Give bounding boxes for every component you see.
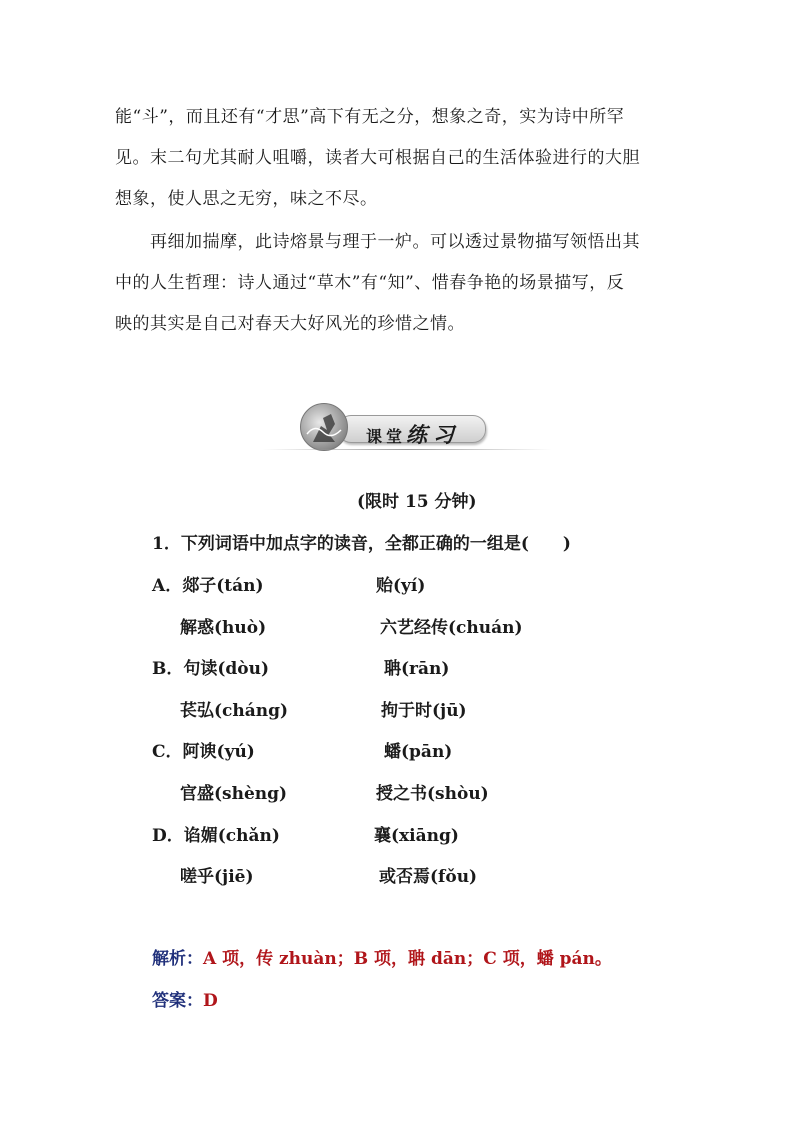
passage-line: 能“斗”，而且还有“才思”高下有无之分，想象之奇，实为诗中所罕 (115, 107, 625, 127)
passage-paragraph-2 (115, 222, 685, 345)
option-b-row1-col2: 聃(rān) (384, 659, 450, 679)
option-c-row1-col2: 蟠(pān) (384, 742, 453, 762)
option-a-row2-col1: 解惑(huò) (180, 618, 267, 638)
question-title: 1．下列词语中加点字的读音，全都正确的一组是( ) (152, 534, 571, 554)
answer-line (152, 986, 218, 1011)
option-letter: A． (152, 576, 183, 596)
option-letter: C． (152, 742, 183, 762)
passage-line: 映的其实是自己对春天大好风光的珍惜之情。 (115, 314, 465, 334)
banner-big-text: 练习 (406, 422, 461, 447)
option-c-row2-col1: 官盛(shèng) (180, 784, 288, 804)
option-c-row2-col2: 授之书(shòu) (376, 784, 489, 804)
option-a-row1-col2: 贻(yí) (376, 576, 426, 596)
analysis-text: A 项，传 zhuàn；B 项，聃 dān；C 项，蟠 pán。 (203, 949, 612, 969)
passage-paragraph-1 (115, 97, 685, 220)
option-d-row1-col2: 襄(xiāng) (374, 826, 459, 846)
time-limit: (限时 15 分钟) (357, 492, 477, 512)
answer-text: D (203, 991, 218, 1011)
option-d-row2-col1: 嗟乎(jiē) (180, 867, 254, 887)
option-b-row2-col1: 苌弘(cháng) (180, 701, 289, 721)
banner-label (366, 419, 460, 449)
option-word: 句读(dòu) (183, 659, 270, 679)
option-word: 郯子(tán) (182, 576, 264, 596)
option-letter: D． (152, 826, 184, 846)
option-c-row1-col1 (152, 737, 255, 762)
option-letter: B． (152, 659, 184, 679)
answer-label: 答案： (152, 991, 203, 1011)
option-d-row2-col2: 或否焉(fǒu) (379, 867, 478, 887)
banner-divider (262, 449, 552, 450)
option-word: 阿谀(yú) (182, 742, 255, 762)
section-banner (300, 403, 490, 451)
passage-line: 想象，使人思之无穷，味之不尽。 (115, 189, 378, 209)
passage-line: 再细加揣摩，此诗熔景与理于一炉。可以透过景物描写领悟出其 (115, 232, 640, 252)
option-a-row1-col1 (152, 571, 264, 596)
option-b-row2-col2: 拘于时(jū) (381, 701, 467, 721)
option-word: 谄媚(chǎn) (183, 826, 280, 846)
analysis-label: 解析： (152, 949, 203, 969)
banner-small-text: 课堂 (366, 427, 407, 446)
climber-emblem-icon (300, 403, 348, 451)
option-d-row1-col1 (152, 821, 280, 846)
option-a-row2-col2: 六艺经传(chuán) (380, 618, 523, 638)
passage-line: 见。末二句尤其耐人咀嚼，读者大可根据自己的生活体验进行的大胆 (115, 148, 640, 168)
passage-line: 中的人生哲理：诗人通过“草木”有“知”、惜春争艳的场景描写，反 (115, 273, 625, 293)
option-b-row1-col1 (152, 654, 269, 679)
analysis-line (152, 944, 612, 969)
